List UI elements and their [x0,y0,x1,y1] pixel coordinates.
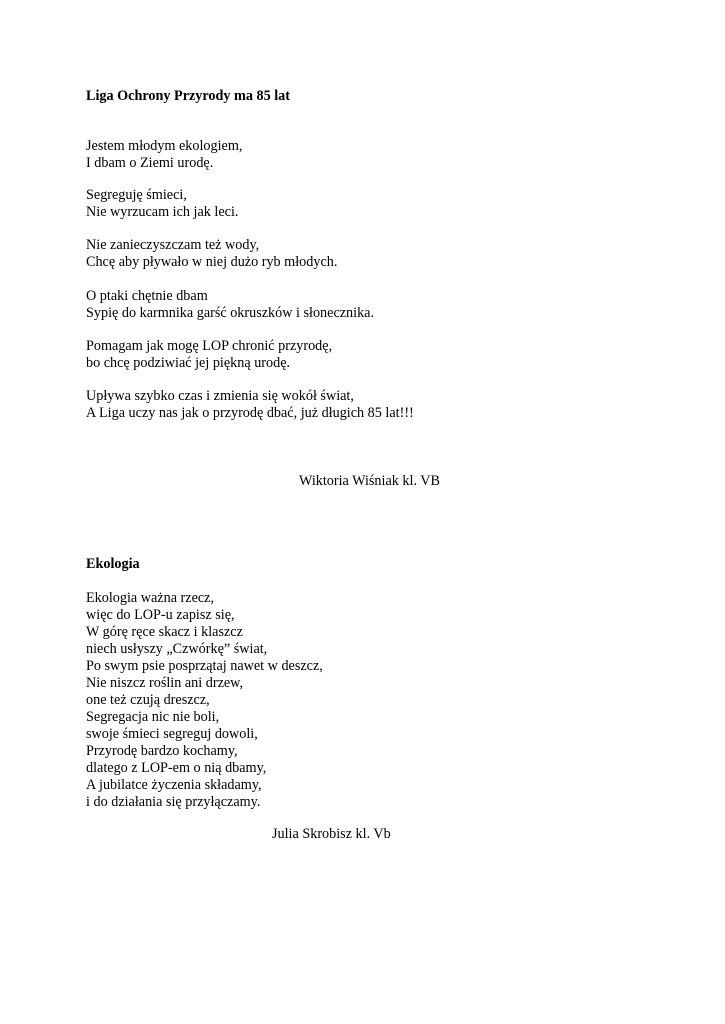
poem-line: Po swym psie posprzątaj nawet w deszcz, [86,658,323,674]
poem-line: Nie zanieczyszczam też wody, [86,237,260,253]
poem-line: Upływa szybko czas i zmienia się wokół świat, [86,388,354,404]
poem-line: swoje śmieci segreguj dowoli, [86,726,258,742]
poem-line: Nie niszcz roślin ani drzew, [86,675,244,691]
poem-line: Segreguję śmieci, [86,187,187,203]
poem-author: Wiktoria Wiśniak kl. VB [299,473,440,489]
poem-line: niech usłyszy „Czwórkę” świat, [86,641,268,657]
poem-stanza [86,388,414,422]
poem-stanza [86,237,337,271]
poem-author: Julia Skrobisz kl. Vb [272,826,391,842]
poem-line: więc do LOP-u zapisz się, [86,607,235,623]
poem-title: Ekologia [86,556,140,572]
poem-line: W górę ręce skacz i klaszcz [86,624,243,640]
poem-line: Ekologia ważna rzecz, [86,590,215,606]
poem-line: bo chcę podziwiać jej piękną urodę. [86,355,291,371]
poem-line: Sypię do karmnika garść okruszków i słonecznika. [86,305,375,321]
poem-line: I dbam o Ziemi urodę. [86,155,214,171]
poem-stanza [86,338,332,372]
poem-line: Segregacja nic nie boli, [86,709,220,725]
poem-line: Chcę aby pływało w niej dużo ryb młodych. [86,254,338,270]
poem-stanza [86,590,323,811]
poem-line: Nie wyrzucam ich jak leci. [86,204,239,220]
poem-line: Pomagam jak mogę LOP chronić przyrodę, [86,338,333,354]
poem-title: Liga Ochrony Przyrody ma 85 lat [86,88,291,104]
poem-stanza [86,288,374,322]
poem-stanza [86,187,238,221]
poem-line: Jestem młodym ekologiem, [86,138,243,154]
poem-line: i do działania się przyłączamy. [86,794,261,810]
poem-stanza [86,138,242,172]
poem-line: O ptaki chętnie dbam [86,288,208,304]
poem-line: one też czują dreszcz, [86,692,210,708]
poem-line: dlatego z LOP-em o nią dbamy, [86,760,267,776]
poem-line: A Liga uczy nas jak o przyrodę dbać, już długich 85 lat!!! [86,405,414,421]
poem-line: Przyrodę bardzo kochamy, [86,743,238,759]
poem-line: A jubilatce życzenia składamy, [86,777,262,793]
